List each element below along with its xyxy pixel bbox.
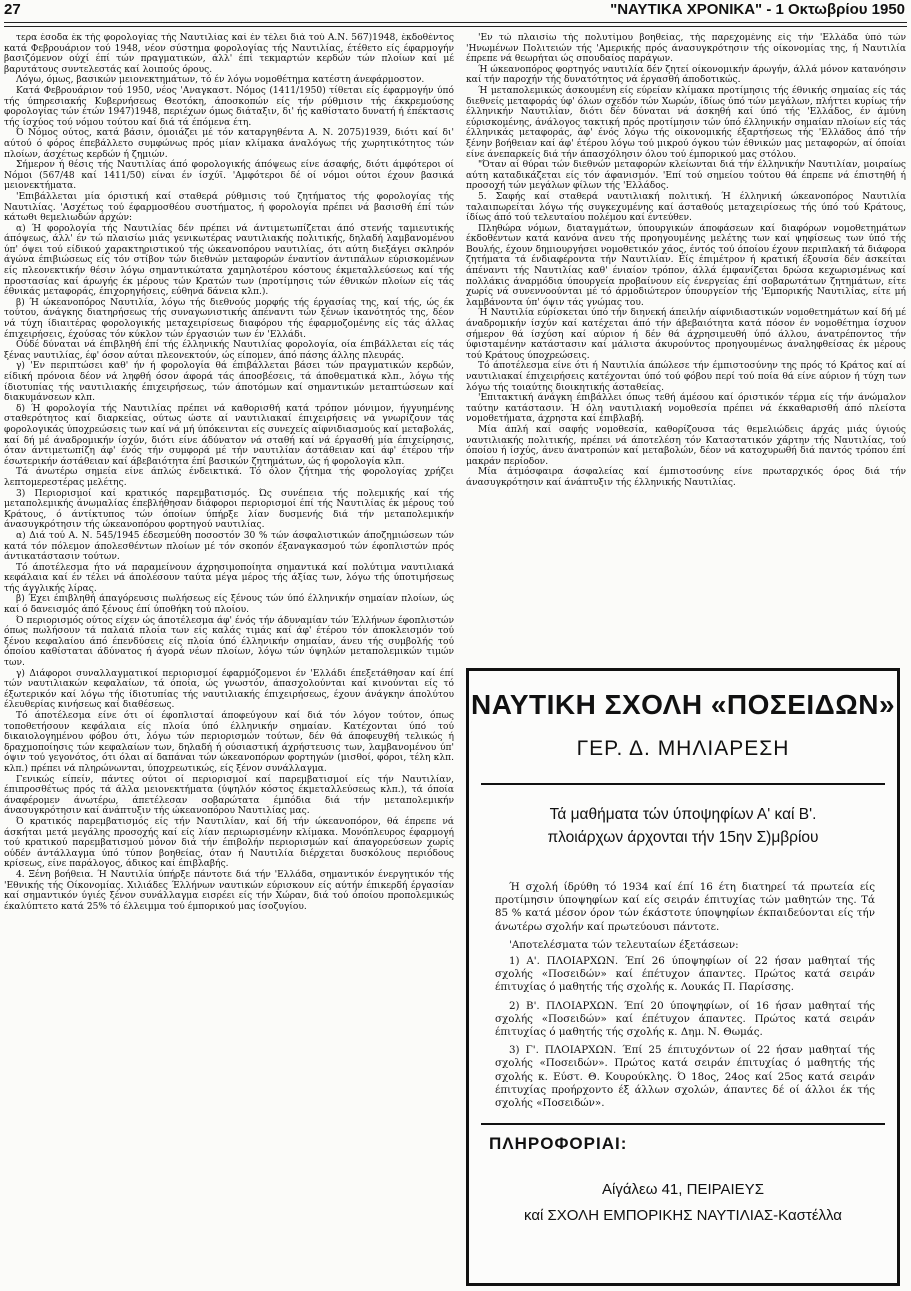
article-paragraph: Πληθώρα νόμων, διαταγμάτων, ύπουργικών άποφάσεων καί διαφόρων νομοθετημάτων έκδοθέντων κατά κανόνα άνευ τής προηγουμένης μελέτης των καί ψηφίσεως των ύπό τής Βουλής, έχουν δημιουργήσει νομοθετικόν χάος, έντός τού όποίου έχουν περιπλακή τά διάφορα ζητήματα τά ένδιαφέροντα τήν Ναυτιλίαν. Είς έπιμέτρον ή κρατική έξουσία δέν άσκείται άπέναντι τής Ναυτιλίας καθ' ένιαίον τρόπον, άλλά έμφανίζεται δρώσα κεχωρισμένως καί πολλάκις άναρμόδια ύπουργεία προβαίνουν είς ένεργείας έπί σοβαρωτάτων ζητημάτων, είτε χωρίς νά συνεννοούνται μέ τό άρμοδιώτερον ύπουργείον τής 'Εμπορικής Ναυτιλίας, είτε μή λαμβάνοντα ύπ' όψιν τάς γνώμας του. (466, 223, 906, 308)
ad-subtitle: ΓΕΡ. Δ. ΜΗΛΙΑΡΕΣΗ (576, 737, 790, 760)
article-paragraph: Ούδέ δύναται νά έπιβληθή έπί τής έλληνικής Ναυτιλίας φορολογία, οία έπιβάλλεται είς τάς ξένας ναυτιλίας, έφ' όσον αύται πλεονεκτούν, ώς είπομεν, άπό πάσης άλλης πλευράς. (4, 340, 454, 361)
article-paragraph: γ) 'Εν περιπτώσει καθ' ήν ή φορολογία θά έπιβάλλεται βάσει τών πραγματικών κερδών, είδική πρόνοια δέον νά ληφθή όσον άφορά τάς άποσβέσεις, τά άποθεματικά κλπ., λόγω τής ίδιοτυπίας τής ναυτιλιακής έπιχειρήσεως, τών άποτόμων καί σημαντικών μεταπτώσεων καί διακυμάνσεων κλπ. (4, 361, 454, 404)
article-paragraph: Ό Νόμος ούτος, κατά βάσιν, όμοιάζει μέ τόν καταργηθέντα Α. Ν. 2075)1939, διότι καί δι' αύτού ό φόρος έπεβάλλετο συμφώνως πρός μίαν κλίμακα άναλόγως τής χωρητικότητος τών πλοίων, άσχέτως κερδών ή ζημιών. (4, 128, 454, 160)
ad-divider-bottom (481, 1123, 885, 1125)
article-paragraph: 5. Σαφής καί σταθερά ναυτιλιακή πολιτική. Ή έλληνική ώκεανοπόρος Ναυτιλία ταλαιπωρείται λόγω τής συγκεχυμένης καί άσταθούς μεταχειρίσεως τής ύπό τού Κράτους, ίδίως άπό τού τελευταίου πολέμου καί έντεύθεν. (466, 191, 906, 224)
article-paragraph: 3) Περιορισμοί καί κρατικός παρεμβατισμός. Ώς συνέπεια τής πολεμικής καί τής μεταπολεμικής άνωμαλίας έπεβλήθησαν διάφοροι περιορισμοί έπί τής Ναυτιλίας έκ μέρους τού Κράτους, ό άντίκτυπος τών όποίων ύπήρξε λίαν δυσμενής διά τήν μεταπολεμικήν άνασυγκρότησιν τής ώκεανοπόρου φορτηγού ναυτιλίας. (4, 488, 454, 531)
article-paragraph: Μία άπλή καί σαφής νομοθεσία, καθορίζουσα τάς θεμελιώδεις άρχάς μιάς ύγιούς ναυτιλιακής πολιτικής, πρέπει νά άποτελέση τόν Καταστατικόν χάρτην τής Ναυτιλίας, τού όποίου ή ίσχύς, άνευ άνατροπών καί μεταβολών, δέον νά κατοχυρωθή διά παντός τρόπου έπί μακράν περίοδον. (466, 424, 906, 467)
article-paragraph: Τό άποτέλεσμα ήτο νά παραμείνουν άχρησιμοποίητα σημαντικά καί πολύτιμα ναυτιλιακά κεφάλαια καί έν τέλει νά άπολέσουν ταύτα μέγα μέρος τής άξίας των, λόγω τής ύποτιμήσεως τής άγγλικής λίρας. (4, 562, 454, 594)
article-paragraph: "Όταν αί θύραι τών διεθνών μεταφορών κλείωνται διά τήν έλληνικήν Ναυτιλίαν, μοιραίως αύτη καταδικάζεται είς τόν άφανισμόν. 'Επί τού σημείου τούτου θά έπρεπε νά έπιστηθή ή προσοχή τών μεγάλων φίλων τής 'Ελλάδος. (466, 160, 906, 192)
article-paragraph: Ό περιορισμός ούτος είχεν ώς άποτέλεσμα άφ' ένός τήν άδυναμίαν τών Έλλήνων έφοπλιστών όπως πωλήσουν τά παλαιά πλοία των είς καλάς τιμάς καί άφ' έτέρου τόν άποκλεισμόν τού ξένου κεφαλαίου άπό έπενδύσεις είς πλοία ύπό έλληνικήν σημαίαν, άνευ τής συμβολής τού όποίου καθίσταται άδύνατος ή άγορά νέων πλοίων, λόγω τών ύψηλών μεταπολεμικών τιμών των. (4, 615, 454, 669)
ad-info-label: ΠΛΗΡΟΦΟΡΙΑΙ: (489, 1134, 628, 1153)
article-paragraph: Λόγω, όμως, βασικών μειονεκτημάτων, τό έν λόγω νομοθέτημα κατέστη άνεφάρμοστον. (16, 75, 425, 86)
article-paragraph: Τά άνωτέρω σημεία είνε άπλώς ένδεικτικά. Τό όλον ζήτημα τής φορολογίας χρήζει λεπτομερεστέρας μελέτης. (4, 467, 454, 488)
header-rule (4, 22, 907, 23)
article-paragraph: Τό άποτέλεσμα είνε ότι ή Ναυτιλία άπώλεσε τήν έμπιστοσύνην της πρός τό Κράτος καί αί ναυτιλιακαί έπιχειρήσεις κατέχονται ύπό τού φόβου περί τού ποία θά είνε αύριον ή τύχη των λόγω τής τοιαύτης διοικητικής άσταθείας. (466, 361, 906, 393)
article-paragraph: Ή μεταπολεμικώς άσκουμένη είς εύρείαν κλίμακα προτίμησις τής έθνικής σημαίας είς τάς διεθνείς μεταφοράς ύφ' όλων σχεδόν τών Χωρών, ίδίως ύπό τών μεγάλων, πλήττει κυρίως τήν έλληνικήν Ναυτιλίαν, διότι δέν δύναται νά άσκηθή καί ύπό τής 'Ελλάδος, έν άμύνη εύρισκομένης, άνάλογος τακτική πρός προτίμησιν τών ύπό έλληνικήν σημαίαν πλοίων είς τάς έλληνικάς μεταφοράς, άφ' ένός λόγω τής οίκονομικής έξαρτήσεως τής 'Ελλάδος άπό τήν ξένην βοήθειαν καί άφ' έτέρου λόγω τού μικρού όγκου τών έθνικών μας μεταφορών, αί όποίαι είνε άνεπαρκείς διά τήν άπασχόλησιν όλου τού έμπορικού μας στόλου. (466, 85, 906, 160)
school-advertisement (466, 668, 900, 1286)
article-paragraph: δ) Ή φορολογία τής Ναυτιλίας πρέπει νά καθορισθή κατά τρόπον μόνιμον, ήγγυημένης σταθερότητος καί διαρκείας, ούτως ώστε αί ναυτιλιακαί έπιχειρήσεις νά γνωρίζουν τάς φορολογικάς ύποχρεώσεις των καί νά μή ύπόκεινται είς συνεχείς αίφνιδιασμούς καί μεταβολάς, καί δή μέ άναδρομικήν ίσχύν, διότι είνε άδύνατον νά σταθή καί νά έργασθή μία έπιχείρησις, όταν άντιμετωπίζη άφ' ένός τήν συμφορά μέ τήν ναυτιλίαν άστάθειαν καί άφ' έτέρου τήν έσωτερικήν άστάθειαν καί άβεβαιότητα έπί βασικών ζητημάτων, ώς ή φορολογία κλπ. (4, 403, 454, 467)
ad-address-line2: καί ΣΧΟΛΗ ΕΜΠΟΡΙΚΗΣ ΝΑΥΤΙΛΙΑΣ-Καστέλλα (524, 1207, 842, 1224)
article-paragraph: Κατά Φεβρουάριον τού 1950, νέος 'Αναγκαστ. Νόμος (1411/1950) τίθεται είς έφαρμογήν ύπό τής ύπηρεσιακής Κυβερνήσεως Θεοτόκη, άποσκοπών είς τήν ρύθμισιν τής έκκρεμούσης φορολογίας τών έτών 1947)1948, περιέχων όμως διάταξιν, δι' ής καθίστατο δυνατή ή έπέκτασις τής ίσχύος τού νόμου τούτου καί διά τά έπόμενα έτη. (4, 85, 454, 128)
article-paragraph: Γενικώς είπείν, πάντες ούτοι οί περιορισμοί καί παρεμβατισμοί είς τήν Ναυτιλίαν, έπιπροσθέτως πρός τά άλλα μειονεκτήματα (ύψηλόν κόστος έκμεταλλεύσεως κλπ.), τά όποία άναφέρομεν άνωτέρω, άπετέλεσαν σοβαρώτατα έμπόδια διά τήν μεταπολεμικήν άνασυγκρότησιν καί άνάπτυξιν τής ώκεανοπόρου Ναυτιλίας μας. (4, 774, 454, 817)
publication-title: "ΝΑΥΤΙΚΑ ΧΡΟΝΙΚΑ" - 1 Οκτωβρίου 1950 (610, 1, 905, 18)
article-paragraph: τερα έσοδα έκ τής φορολογίας τής Ναυτιλίας καί έν τέλει διά τού Α.Ν. 567)1948, έκδοθέντος κατά Φεβρουάριον τού 1948, νέον σύστημα φορολογίας τής Ναυτιλίας, έτέθετο είς έφαρμογήν βασιζόμενον ούχί έπί τών πραγματικών, άλλ' έπί τεκμαρτών κερδών τών πλοίων καί μέ βαρυτάτους συντελεστάς καί λοιπούς όρους. (4, 33, 454, 75)
article-paragraph: Τό άποτέλεσμα είνε ότι οί έφοπλισταί άποφεύγουν καί διά τόν λόγον τούτον, όπως τοποθετήσουν κεφάλαια είς πλοία ύπό έλληνικήν σημαίαν. Κατέχονται ύπό τού δικαιολογημένου φόβου ότι, λόγω τών περιορισμών τούτων, δέν θά άποφευχθή τελικώς ή δραχμοποίησις τών κεφαλαίων των, δηλαδή ή ούσιαστική άχρήστευσις των, λαμβανομένου ύπ' όψιν τού γεγονότος, ότι όλαι αί δαπάναι τών ώκεανοπόρων φορτηγών (μισθοί, φόροι, τέλη κλπ. κλπ.) πρέπει νά πληρώνωνται, ύποχρεωτικώς, είς ξένον συνάλλαγμα. (4, 711, 454, 774)
ad-body (495, 881, 875, 1115)
article-paragraph: γ) Διάφοροι συναλλαγματικοί περιορισμοί έφαρμόζομενοι έν 'Ελλάδι έπεξετάθησαν καί έπί τών ναυτιλιακών κεφαλαίων, τά όποία, ώς γνωστόν, άπασχολούνται καί κινούνται είς τό έξωτερικόν καί λόγω τής ίδιοτυπίας τής ναυτιλιακής έπιχειρήσεως, έχουν άνάγκην άπολύτου έλευθερίας κινήσεως καί διαθέσεως. (4, 668, 454, 711)
article-paragraph: α) Ή φορολογία τής Ναυτιλίας δέν πρέπει νά άντιμετωπίζεται άπό στενής ταμιευτικής άπόψεως, άλλ' έν τώ πλαισίω μιάς γενικωτέρας ναυτιλιακής πολιτικής, δηλαδή λαμβανομένου ύπ' όψει τού είδικού χαρακτηριστικού τής ώκεανοπόρου ναυτιλίας, ότι αύτη διεξάγει σκληρόν άγώνα έπιβιώσεως είς τόν στίβον τών διεθνών μεταφορών έναντίον άντιπάλων εύρισκομένων είς πλεονεκτικήν θέσιν λόγω σημαντικώτατα χαμηλοτέρου κόστους έκμεταλλεύσεως καί τής προστασίας καί άρωγής έκ μέρους τών Κρατών των (προτίμησις τών έθνικών πλοίων είς τάς έθνικάς μεταφοράς, έπιχορηγήσεις, εύθηνά δάνεια κλπ.). (4, 223, 454, 298)
article-paragraph: Ή Ναυτιλία εύρίσκεται ύπό τήν διηνεκή άπειλήν αίφνιδιαστικών νομοθετημάτων καί δή μέ άναδρομικήν ίσχύν καί κατέχεται άπό τήν άβεβαιότητα κατά πόσον έν νομοθέτημα ίσχυον σήμερον θά ίσχύση καί αύριον ή δέν θά άχρησιμευθή ύπό άλλου, άνατρέποντος τήν ύφισταμένην κατάστασιν καί μάλιστα άκυρούντος προηγουμένως άναληφθείσας έκ μέρους τού Κράτους ύποχρεώσεις. (466, 308, 906, 361)
page-header (4, 0, 907, 22)
ad-results-heading: 'Αποτελέσματα τών τελευταίων έξετάσεων: (509, 938, 739, 951)
article-paragraph: Μία άτμόσφαιρα άσφαλείας καί έμπιστοσύνης είνε πρωταρχικός όρος διά τήν άνασυγκρότησιν καί άνάπτυξιν τής έλληνικής Ναυτιλίας. (466, 467, 906, 488)
ad-title: ΝΑΥΤΙΚΗ ΣΧΟΛΗ «ΠΟΣΕΙΔΩΝ» (470, 689, 896, 720)
article-paragraph: Ή ώκεανοπόρος φορτηγός ναυτιλία δέν ζητεί οίκονομικήν άρωγήν, άλλά μόνον κατανόησιν καί τήν παροχήν τής δυνατότητος νά έργασθή άποδοτικώς. (466, 64, 906, 86)
article-paragraph: α) Διά τού Α. Ν. 545/1945 έδεσμεύθη ποσοστόν 30 % τών άσφαλιστικών άποζημιώσεων τών κατά τόν πόλεμον άπολεσθέντων πλοίων μέ τόν σκοπόν έξαναγκασμού τών έφοπλιστών πρός άντικατάστασιν τούτων. (4, 530, 454, 563)
ad-address-line1: Αίγάλεω 41, ΠΕΙΡΑΙΕΥΣ (602, 1181, 764, 1198)
ad-result-1: 1) Α'. ΠΛΟΙΑΡΧΩΝ. Έπί 26 ύποψηφίων οί 22 ήσαν μαθηταί τής σχολής «Ποσειδών» καί έπέτυχον άπαντες. Πρώτος κατά σειράν έπιτυχίας ό μαθητής τής σχολής κ. Λουκάς Π. Παρίσσης. (495, 955, 875, 994)
article-paragraph: Ό κρατικός παρεμβατισμός είς τήν Ναυτιλίαν, καί δή τήν ώκεανοπόρον, θά έπρεπε νά άσκήται μετά μεγάλης προσοχής καί είς λίαν περιωρισμένην κλίμακα. Μονόπλευρος έφαρμογή τού κρατικού παρεμβατισμού μόνον διά τήν έπιβολήν περιορισμών καί άπαγορεύσεων χωρίς ούδέν άντάλλαγμα ύπό τύπον βοηθείας, όταν ή Ναυτιλία διέρχεται δυσκόλους περιόδους κρίσεως, είνε παράλογος, άδικος καί έπιβλαβής. (4, 816, 454, 870)
article-paragraph: 'Εν τώ πλαισίω τής πολυτίμου βοηθείας, τής παρεχομένης είς τήν 'Ελλάδα ύπό τών 'Ηνωμένων Πολιτειών τής 'Αμερικής πρός άνασυγκρότησιν τής οίκονομίας της, ή Ναυτιλία έπρεπε νά θεωρήται ώς σπουδαίος παράγων. (466, 33, 906, 65)
article-paragraph: β) Έχει έπιβληθή άπαγόρευσις πωλήσεως είς ξένους τών ύπό έλληνικήν σημαίαν πλοίων, ώς καί ό δανεισμός άπό ξένους έπί ύποθήκη τού πλοίου. (4, 594, 454, 616)
article-left-column (4, 33, 454, 1288)
page-number: 27 (4, 1, 21, 18)
ad-divider (481, 783, 885, 785)
article-paragraph: β) Ή ώκεανοπόρος Ναυτιλία, λόγω τής διεθνούς μορφής τής έργασίας της, καί τής, ώς έκ τούτου, άνάγκης διατηρήσεως τής συναγωνιστικής άπέναντι τών ξένων ίκανότητός της, δέον νά τύχη ίδιαιτέρας φορολογικής μεταχειρίσεως διαφόρου τής έφαρμοζομένης είς τάς άλλας έπιχειρήσεις, έχούσας τόν κύκλον τών έργασιών των έν 'Ελλάδι. (4, 297, 454, 340)
article-paragraph: 'Επιτακτική άνάγκη έπιβάλλει όπως τεθή άμέσου καί όριστικόν τέρμα είς τήν άνώμαλον ταύτην κατάστασιν. Ή όλη ναυτιλιακή νομοθεσία πρέπει νά έκκαθαρισθή άπό πλείστα νομοθετήματα, άχρηστα καί έπιβλαβή. (466, 393, 906, 425)
article-paragraph: Σήμερον ή θέσις τής Ναυτιλίας άπό φορολογικής άπόψεως είνε άσαφής, διότι άμφότεροι οί Νόμοι (567/48 καί 1411/50) είναι έν ίσχύϊ. 'Αμφότεροι δέ οί νόμοι ούτοι έχουν βασικά μειονεκτήματα. (4, 160, 454, 192)
ad-result-2: 2) Β'. ΠΛΟΙΑΡΧΩΝ. Έπί 20 ύποψηφίων, οί 16 ήσαν μαθηταί τής σχολής «Ποσειδών» καί έπέτυχον άπαντες. Πρώτος κατά σειράν έπιτυχίας ό μαθητής τής σχολής κ. Δημ. Ν. Θωμάς. (495, 999, 875, 1039)
article-paragraph: 'Επιβάλλεται μία όριστική καί σταθερά ρύθμισις τού ζητήματος τής φορολογίας τής Ναυτιλίας. 'Ασχέτως τού έφαρμοσθέου συστήματος, ή φορολογία πρέπει νά βασισθή έπί τών κάτωθι θεμελιωδών άρχών: (4, 191, 454, 224)
ad-notice-line1: Τά μαθήματα τών ύποψηφίων Α' καί Β'. (549, 806, 817, 823)
header-rule-second (4, 26, 907, 27)
ad-notice-line2: πλοιάρχων άρχονται τήν 15ην Σ)μβρίου (547, 829, 819, 846)
ad-intro: Ή σχολή ίδρύθη τό 1934 καί έπί 16 έτη διατηρεί τά πρωτεία είς προτίμησιν ύποψηφίων καί είς σειράν έπιτυχίας τών μαθητών της. Τά 85 % κατά μέσον όρον τών έκάστοτε ύποψηφίων έκπαιδεύονται είς τήν άνωτέρω σχολήν καί πρωτεύουσι πάντοτε. (495, 881, 875, 933)
ad-notice (469, 803, 897, 849)
article-paragraph: 4. Ξένη βοήθεια. Ή Ναυτιλία ύπήρξε πάντοτε διά τήν 'Ελλάδα, σημαντικόν ένεργητικόν τής 'Εθνικής τής Οίκονομίας. Χιλιάδες Έλλήνων ναυτικών εύρισκουν είς αύτήν έπικερδή έργασίαν καί σημαντικόν ύγιές ξένον συνάλλαγμα εισρέει είς τήν Χώραν, διά τού όποίου προπολεμικώς έκαλύπτετο κατά 25% τό έλλειμμα τού έμπορικού μας ίσοζυγίου. (4, 869, 454, 912)
article-right-column (466, 33, 906, 658)
ad-result-3: 3) Γ'. ΠΛΟΙΑΡΧΩΝ. Έπί 25 έπιτυχόντων οί 22 ήσαν μαθηταί τής σχολής «Ποσειδών». Πρώτος κατά σειράν έπιτυχίας ό μαθητής τής σχολής κ. Εύστ. Θ. Κουρούκλης. Ό 18ος, 24ος καί 25ος κατά σειράν έπιτυχίας προήρχοντο έξ άλλων σχολών, άπαντες δέ οί άλλοι έκ τής σχολής «Ποσειδών». (495, 1044, 875, 1110)
